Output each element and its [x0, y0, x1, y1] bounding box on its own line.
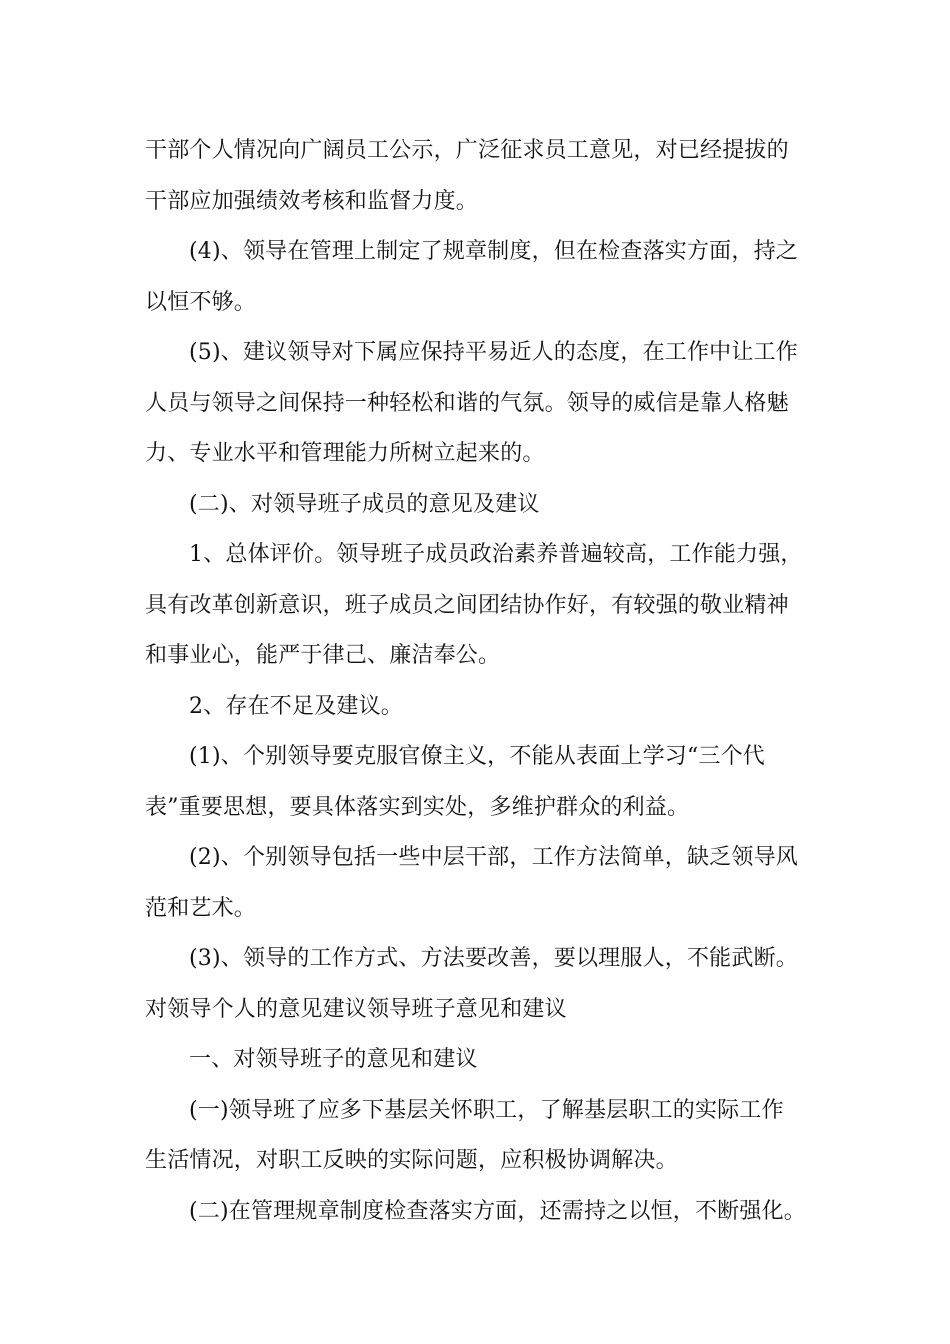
text-line: 1、总体评价。领导班子成员政治素养普遍较高，工作能力强， — [189, 542, 803, 567]
text-line: 和事业心，能严于律己、廉洁奉公。 — [145, 643, 501, 668]
section-heading: 一、对领导班子的意见和建议 — [189, 1047, 478, 1072]
section-heading: (二)、对领导班子成员的意见及建议 — [189, 491, 540, 517]
document-body — [145, 126, 805, 1237]
text-line: (4)、领导在管理上制定了规章制度，但在检查落实方面，持之 — [189, 239, 798, 264]
text-line: 人员与领导之间保持一种轻松和谐的气氛。领导的威信是靠人格魅 — [145, 390, 789, 416]
text-line: 干部个人情况向广阔员工公示，广泛征求员工意见，对已经提拔的 — [145, 138, 789, 163]
text-line: 范和艺术。 — [145, 895, 257, 921]
text-line: 干部应加强绩效考核和监督力度。 — [145, 188, 479, 214]
text-line: (一)领导班了应多下基层关怀职工，了解基层职工的实际工作 — [189, 1097, 784, 1123]
text-line: (2)、个别领导包括一些中层干部，工作方法简单，缺乏领导风 — [189, 845, 798, 870]
text-line: (3)、领导的工作方式、方法要改善，要以理服人，不能武断。 — [189, 946, 798, 971]
document-title-line: 对领导个人的意见建议领导班子意见和建议 — [145, 996, 567, 1022]
text-line: 表”重要思想，要具体落实到实处，多维护群众的利益。 — [145, 794, 690, 820]
text-line: (二)在管理规章制度检查落实方面，还需持之以恒，不断强化。 — [189, 1198, 806, 1224]
text-line: 生活情况，对职工反映的实际问题，应积极协调解决。 — [145, 1148, 678, 1173]
text-line: 力、专业水平和管理能力所树立起来的。 — [145, 441, 545, 466]
text-line: (5)、建议领导对下属应保持平易近人的态度，在工作中让工作 — [189, 340, 798, 365]
text-line: 以恒不够。 — [145, 289, 257, 315]
text-line: (1)、个别领导要克服官僚主义，不能从表面上学习“三个代 — [189, 744, 766, 769]
text-line: 具有改革创新意识，班子成员之间团结协作好，有较强的敬业精神 — [145, 592, 789, 618]
section-heading: 2、存在不足及建议。 — [189, 693, 403, 719]
